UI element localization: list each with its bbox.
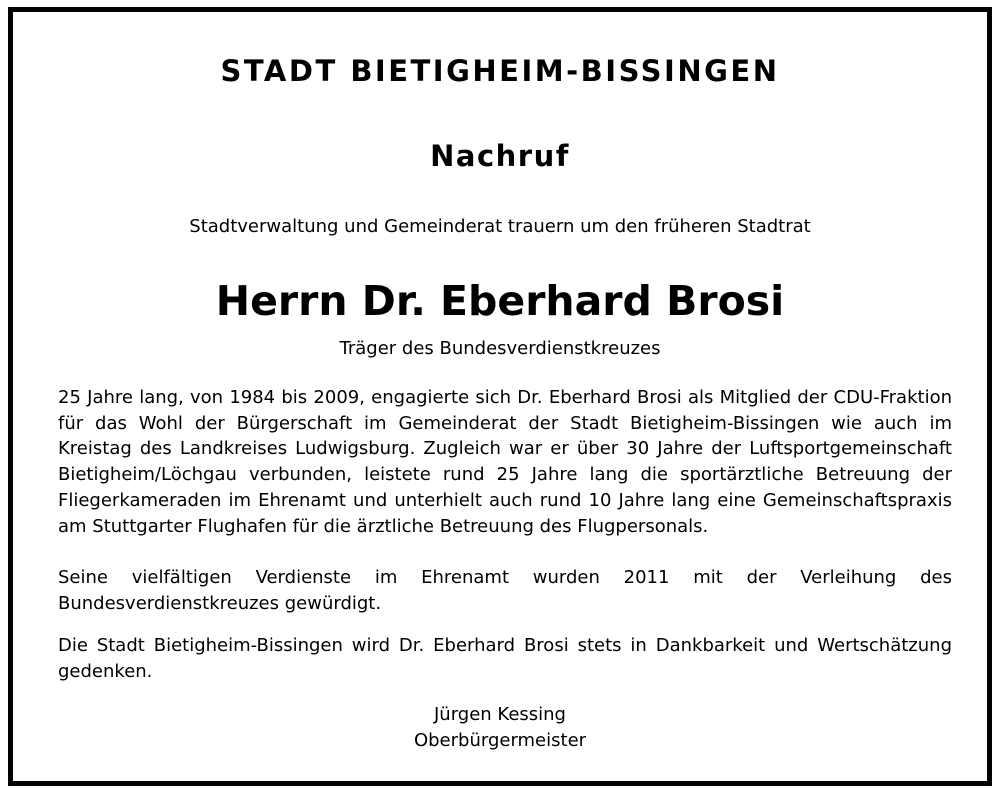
city-title: STADT BIETIGHEIM-BISSINGEN [220, 54, 780, 88]
obituary-frame [8, 7, 992, 786]
body-paragraph-career: 25 Jahre lang, von 1984 bis 2009, engagierte sich Dr. Eberhard Brosi als Mitglied der CDU-Fraktion für das Wohl der Bürgerschaft im Gemeinderat der Stadt Bietigheim-Bissingen wie auch im Kreistag des Landkreises Ludwigsburg. Zugleich war er über 30 Jahre der Luftsportgemeinschaft Bietigheim/Löchgau verbunden, leistete rund 25 Jahre lang die sportärztliche Betreuung der Fliegerkameraden im Ehrenamt und unterhielt auch rund 10 Jahre lang eine Gemeinschaftspraxis am Stuttgarter Flughafen für die ärztliche Betreuung des Flugpersonals. [58, 387, 952, 537]
signer-name: Jürgen Kessing [433, 704, 566, 725]
award-line: Träger des Bundesverdienstkreuzes [339, 338, 661, 359]
obituary-heading: Nachruf [430, 139, 570, 173]
signer-title: Oberbürgermeister [413, 730, 587, 751]
body-paragraph-honors: Seine vielfältigen Verdienste im Ehrenamt wurden 2011 mit der Verleihung des Bundesverdienstkreuzes gewürdigt. [58, 567, 952, 614]
deceased-name: Herrn Dr. Eberhard Brosi [215, 277, 785, 325]
intro-line: Stadtverwaltung und Gemeinderat trauern um den früheren Stadtrat [189, 216, 811, 237]
body-paragraph-closing: Die Stadt Bietigheim-Bissingen wird Dr. Eberhard Brosi stets in Dankbarkeit und Wertschätzung gedenken. [58, 635, 952, 682]
obituary-content [13, 12, 987, 781]
